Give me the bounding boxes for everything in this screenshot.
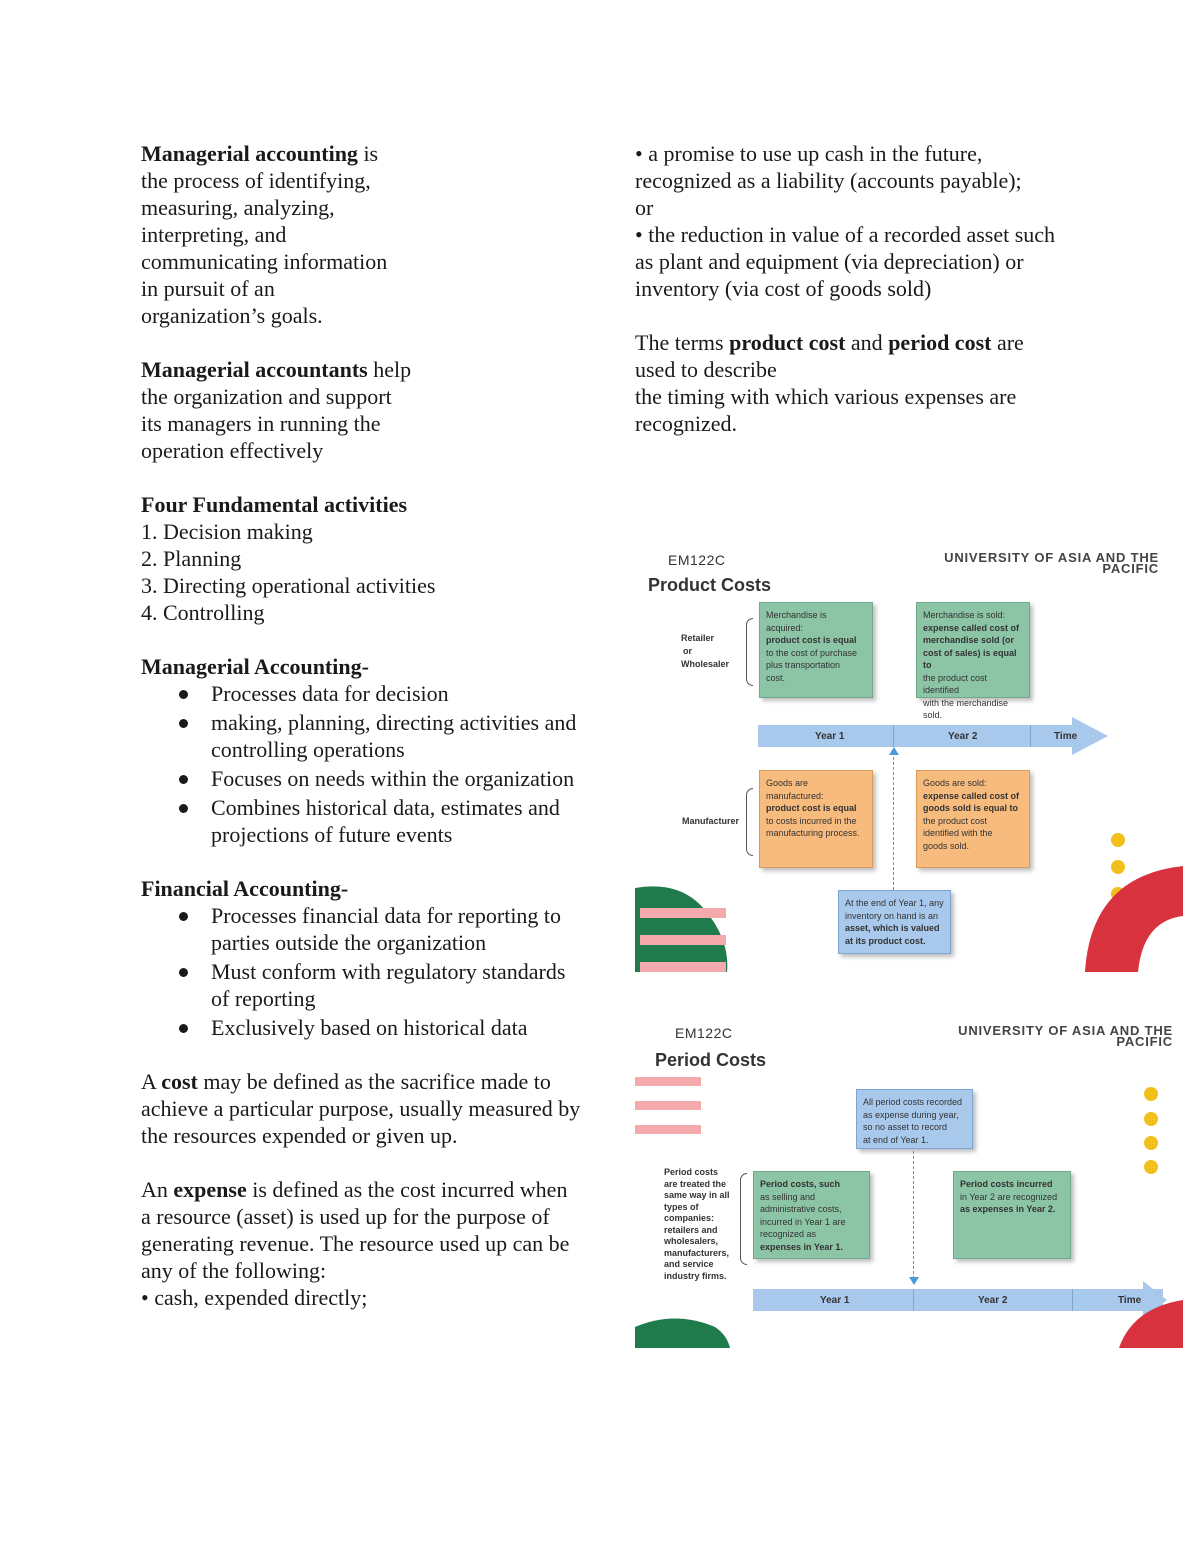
text: types of — [664, 1201, 699, 1212]
decorative-red-arc — [1113, 1300, 1183, 1348]
decorative-green-shape — [635, 1315, 735, 1348]
brace — [740, 1173, 747, 1265]
timeline-year1: Year 1 — [820, 1295, 850, 1306]
course-code: EM122C — [668, 552, 726, 568]
text: the product cost — [923, 815, 988, 826]
text: Period costs, such — [760, 1179, 841, 1189]
managerial-accounting-definition — [141, 140, 581, 329]
text: are treated the — [664, 1178, 727, 1189]
text: companies: — [664, 1213, 715, 1223]
four-activities-list — [141, 518, 581, 626]
managerial-accountants-definition — [141, 356, 581, 464]
text: goods sold is equal to — [923, 803, 1019, 813]
period-costs-side-label — [664, 1167, 730, 1282]
course-code: EM122C — [675, 1025, 733, 1041]
text: cost of sales) is equal to — [923, 647, 1017, 670]
text: UNIVERSITY OF ASIA AND THE — [944, 550, 1159, 565]
text: same way in all — [664, 1190, 730, 1200]
text: the organization and support — [141, 384, 392, 409]
managerial-accounting-heading — [141, 653, 581, 680]
text: interpreting, and — [141, 222, 287, 247]
text: expenses in Year 1. — [760, 1241, 843, 1252]
slide-title: Product Costs — [648, 575, 772, 595]
text: plus transportation — [766, 660, 841, 670]
product-period-cost-text — [635, 329, 1075, 437]
right-column — [635, 140, 1075, 464]
university-name — [944, 552, 1159, 574]
inventory-asset-box — [838, 890, 951, 954]
list-item: Processes data for decision — [211, 680, 581, 707]
list-item: 2. Planning — [141, 546, 242, 571]
text: Wholesaler — [681, 659, 730, 669]
financial-accounting-heading — [141, 875, 581, 902]
timeline-time: Time — [1054, 731, 1078, 742]
retailer-sold-box — [916, 602, 1030, 720]
text: Merchandise is sold: — [923, 610, 1006, 620]
manufactured-box — [759, 770, 873, 868]
retailer-acquired-box — [759, 602, 873, 698]
text: the timing with which various expenses are — [635, 384, 1017, 409]
text: expense called cost of — [923, 790, 1020, 801]
tick — [1072, 1289, 1073, 1311]
text: may be defined as the sacrifice made to achieve a particular purpose, usually measured by the resources expended or given up. — [141, 1069, 581, 1148]
text: communicating information — [141, 249, 388, 274]
timeline-year2: Year 2 — [978, 1295, 1008, 1306]
text: operation effectively — [141, 438, 324, 463]
decorative-dot — [1111, 833, 1125, 847]
bullet-liability: • a promise to use up cash in the future, recognized as a liability (accounts payable); — [635, 141, 1022, 193]
goods-sold-box — [916, 770, 1030, 868]
text: wholesalers, — [664, 1236, 719, 1246]
term-managerial-accountants: Managerial accountants — [141, 357, 368, 382]
decorative-dot — [1144, 1160, 1158, 1174]
text: Goods are manufactured: — [766, 778, 824, 801]
timeline-arrow — [1072, 717, 1108, 755]
text: in pursuit of an — [141, 276, 275, 301]
text: PACIFIC — [1116, 1034, 1173, 1049]
text: At the end of Year 1, any — [845, 898, 944, 908]
text: in Year 2 are recognized — [960, 1191, 1058, 1202]
timeline-bar — [758, 725, 1078, 747]
text: as expenses in Year 2. — [960, 1204, 1056, 1214]
text: as selling and — [760, 1191, 816, 1202]
up-arrow-icon — [889, 747, 899, 755]
text: the process of identifying, — [141, 168, 371, 193]
text: cost. — [766, 672, 786, 683]
period-costs-slide — [635, 1015, 1183, 1348]
text: to the cost of purchase — [766, 647, 858, 658]
heading: Four Fundamental activities — [141, 492, 408, 517]
managerial-accounting-list — [141, 680, 581, 848]
list-item: Focuses on needs within the organization — [211, 765, 581, 792]
term-product-cost: product cost — [729, 330, 846, 355]
timeline-time: Time — [1118, 1295, 1142, 1306]
text: to costs incurred in the — [766, 815, 857, 826]
dashed-line — [893, 752, 894, 890]
text: administrative costs, — [760, 1204, 842, 1214]
text: An — [141, 1177, 174, 1202]
text: with the merchandise sold. — [923, 697, 1009, 720]
decorative-dot — [1144, 1087, 1158, 1101]
text: goods sold. — [923, 840, 970, 851]
text: Period costs incurred — [960, 1179, 1053, 1189]
text: identified with the — [923, 828, 993, 838]
brace — [746, 618, 753, 686]
heading: Financial Accounting- — [141, 876, 349, 901]
text: merchandise sold (or — [923, 635, 1015, 645]
text: and — [845, 330, 889, 355]
list-item: Processes financial data for reporting to parties outside the organization — [211, 902, 581, 956]
term-expense: expense — [173, 1177, 247, 1202]
dashed-line — [913, 1151, 914, 1279]
text: measuring, analyzing, — [141, 195, 335, 220]
text: and service — [664, 1259, 714, 1269]
text: • cash, expended directly; — [141, 1285, 368, 1310]
university-name — [958, 1025, 1173, 1047]
text: product cost is equal — [766, 803, 857, 813]
text: inventory on hand is an — [845, 910, 939, 921]
text: at end of Year 1. — [863, 1134, 929, 1145]
text: recognized as — [760, 1229, 817, 1239]
decorative-green-shape — [635, 880, 735, 972]
tick — [1030, 725, 1031, 747]
slide-title: Period Costs — [655, 1050, 767, 1070]
text: All period costs recorded — [863, 1097, 963, 1107]
text: industry firms. — [664, 1270, 727, 1281]
text: used to describe — [635, 357, 777, 382]
text: at its product cost. — [845, 935, 926, 946]
list-item: Exclusively based on historical data — [211, 1014, 581, 1041]
list-item: Combines historical data, estimates and projections of future events — [211, 794, 581, 848]
text: The terms — [635, 330, 730, 355]
manufacturer-label: Manufacturer — [682, 816, 740, 826]
financial-accounting-list — [141, 902, 581, 1041]
expense-definition — [141, 1176, 581, 1311]
period-costs-year1-box — [753, 1171, 870, 1259]
term-period-cost: period cost — [888, 330, 992, 355]
text: Goods are sold: — [923, 778, 987, 788]
list-item: making, planning, directing activities and controlling operations — [211, 709, 581, 763]
text: manufacturing process. — [766, 828, 860, 838]
list-item: 4. Controlling — [141, 600, 265, 625]
tick — [913, 1289, 914, 1311]
timeline-bar — [753, 1289, 1163, 1311]
text: UNIVERSITY OF ASIA AND THE — [958, 1023, 1173, 1038]
text: manufacturers, — [664, 1247, 730, 1258]
text: Period costs — [664, 1167, 719, 1177]
retailer-label — [681, 632, 729, 671]
term-cost: cost — [161, 1069, 198, 1094]
text: Merchandise is acquired: — [766, 610, 827, 633]
text: Retailer — [681, 633, 715, 643]
timeline-year2: Year 2 — [948, 731, 978, 742]
left-column — [141, 140, 581, 1311]
list-item: 3. Directing operational activities — [141, 573, 436, 598]
cost-definition — [141, 1068, 581, 1149]
product-costs-slide — [635, 540, 1183, 972]
decorative-red-arc — [1083, 866, 1183, 972]
text: is defined as the cost incurred when a resource (asset) is used up for the purpose of generating revenue. The resource used up can be any of the following: — [141, 1177, 570, 1283]
decorative-dot — [1144, 1136, 1158, 1150]
text: PACIFIC — [1102, 561, 1159, 576]
text: are — [991, 330, 1024, 355]
text: product cost is equal — [766, 635, 857, 645]
text: retailers and — [664, 1224, 718, 1235]
text: expense called cost of — [923, 622, 1020, 633]
text: recognized. — [635, 411, 737, 436]
or-text: or — [635, 195, 654, 220]
text: its managers in running the — [141, 411, 381, 436]
text: is — [357, 141, 379, 166]
text: organization’s goals. — [141, 303, 323, 328]
term-managerial-accounting: Managerial accounting — [141, 141, 358, 166]
list-item: Must conform with regulatory standards of reporting — [211, 958, 581, 1012]
text: help — [367, 357, 412, 382]
bullet-asset-reduction: • the reduction in value of a recorded asset such as plant and equipment (via depreciation) or inventory (via cost of goods sold) — [635, 222, 1056, 301]
text: as expense during year, — [863, 1109, 959, 1120]
text: or — [683, 646, 692, 656]
decorative-pink-stripes — [635, 1075, 705, 1137]
text: incurred in Year 1 are — [760, 1216, 846, 1227]
decorative-dot — [1144, 1112, 1158, 1126]
list-item: 1. Decision making — [141, 519, 313, 544]
timeline-year1: Year 1 — [815, 731, 845, 742]
period-costs-year2-box — [953, 1171, 1071, 1259]
heading: Managerial Accounting- — [141, 654, 369, 679]
text: asset, which is valued — [845, 923, 940, 933]
text: so no asset to record — [863, 1122, 948, 1132]
down-arrow-icon — [909, 1277, 919, 1285]
tick — [893, 725, 894, 747]
no-asset-box — [856, 1089, 973, 1149]
text: A — [141, 1069, 162, 1094]
brace — [746, 788, 753, 856]
four-activities-heading — [141, 491, 581, 518]
text: the product cost identified — [923, 672, 988, 695]
